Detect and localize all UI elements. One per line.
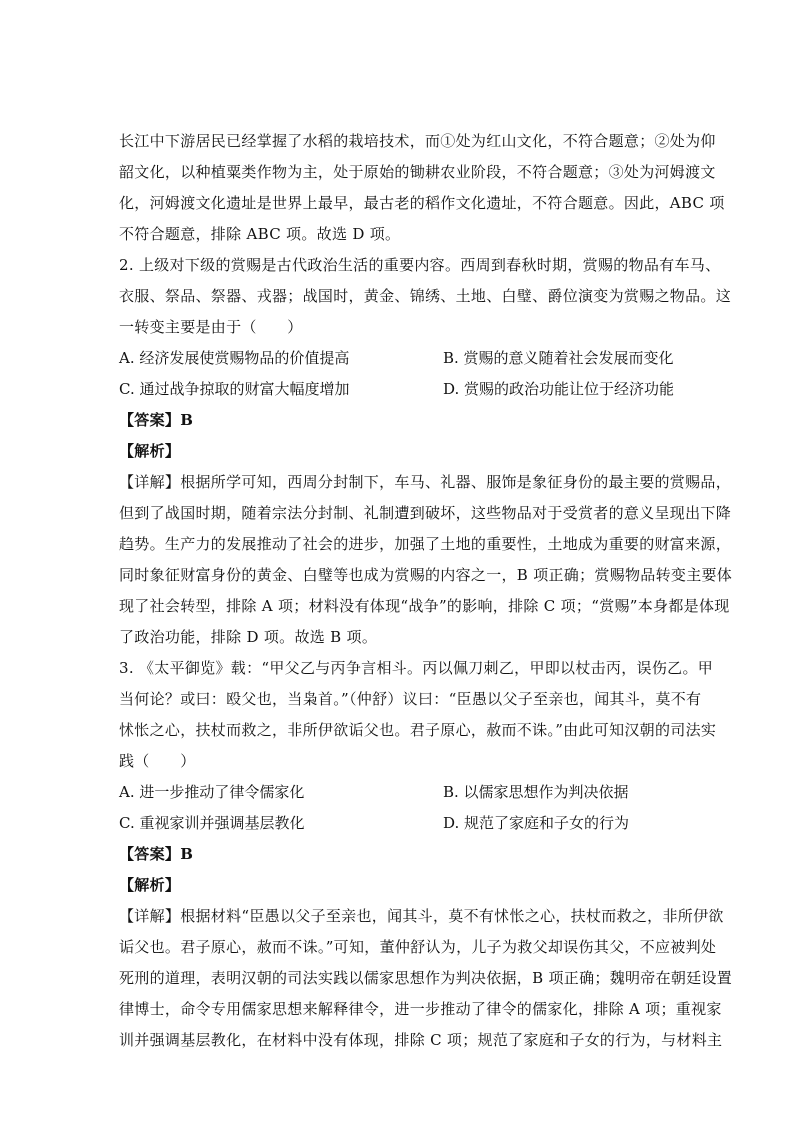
q3-stem-line: 当何论？或曰：殴父也，当枭首。”（仲舒）议曰：“臣愚以父子至亲也，闻其斗，莫不有 — [119, 690, 702, 708]
q2-detail-line: 现了社会转型，排除 A 项；材料没有体现“战争”的影响，排除 C 项；“赏赐”本身都是体现 — [119, 597, 730, 615]
q2-detail-line: 趋势。生产力的发展推动了社会的进步，加强了土地的重要性，土地成为重要的财富来源， — [119, 535, 732, 553]
q2-option-d: D. 赏赐的政治功能让位于经济功能 — [443, 380, 675, 398]
intro-line: 长江中下游居民已经掌握了水稻的栽培技术，而①处为红山文化，不符合题意；②处为仰 — [119, 132, 716, 150]
intro-line: 化，河姆渡文化遗址是世界上最早，最古老的稻作文化遗址，不符合题意。因此，ABC 项 — [119, 194, 725, 212]
q2-option-c: C. 通过战争掠取的财富大幅度增加 — [119, 380, 350, 398]
q3-detail-line: 律博士，命令专用儒家思想来解释律令，进一步推动了律令的儒家化，排除 A 项；重视家 — [119, 1000, 722, 1018]
q3-stem-line: 怵怅之心，扶杖而救之，非所伊欲诟父也。君子原心，赦而不诛。”由此可知汉朝的司法实 — [119, 721, 717, 739]
q2-option-a: A. 经济发展使赏赐物品的价值提高 — [119, 349, 350, 367]
q3-stem-line: 3. 《太平御览》载：“甲父乙与丙争言相斗。丙以佩刀刺乙，甲即以杖击丙，误伤乙。甲 — [119, 659, 714, 677]
q2-detail-line: 但到了战国时期，随着宗法分封制、礼制遭到破坏，这些物品对于受赏者的意义呈现出下降 — [119, 504, 732, 522]
q3-detail-line: 训并强调基层教化，在材料中没有体现，排除 C 项；规范了家庭和子女的行为，与材料主 — [119, 1031, 723, 1049]
q2-analysis-heading: 【解析】 — [119, 442, 181, 460]
q2-stem-line: 衣服、祭品、祭器、戎器；战国时，黄金、锦绣、土地、白璧、爵位演变为赏赐之物品。这 — [119, 287, 732, 305]
q3-option-d: D. 规范了家庭和子女的行为 — [443, 814, 630, 832]
q2-answer: 【答案】B — [119, 411, 194, 429]
intro-line: 不符合题意，排除 ABC 项。故选 D 项。 — [119, 225, 401, 243]
q3-detail-line: 诟父也。君子原心，赦而不诛。”可知，董仲舒认为，儿子为救父却误伤其父，不应被判处 — [119, 938, 717, 956]
q2-option-b: B. 赏赐的意义随着社会发展而变化 — [443, 349, 674, 367]
q2-detail-line: 同时象征财富身份的黄金、白璧等也成为赏赐的内容之一，B 项正确；赏赐物品转变主要体 — [119, 566, 733, 584]
intro-line: 韶文化，以种植粟类作物为主，处于原始的锄耕农业阶段，不符合题意；③处为河姆渡文 — [119, 163, 716, 181]
q2-detail-line: 了政治功能，排除 D 项。故选 B 项。 — [119, 628, 378, 646]
q3-analysis-heading: 【解析】 — [119, 876, 181, 894]
q3-detail-line: 【详解】根据材料“臣愚以父子至亲也，闻其斗，莫不有怵怅之心，扶杖而救之，非所伊欲 — [119, 907, 724, 925]
q3-option-c: C. 重视家训并强调基层教化 — [119, 814, 305, 832]
q2-stem-line: 一转变主要是由于（ ） — [119, 318, 303, 336]
q2-detail-line: 【详解】根据所学可知，西周分封制下，车马、礼器、服饰是象征身份的最主要的赏赐品， — [119, 473, 732, 491]
q2-stem-line: 2. 上级对下级的赏赐是古代政治生活的重要内容。西周到春秋时期，赏赐的物品有车马、 — [119, 256, 721, 274]
q3-option-a: A. 进一步推动了律令儒家化 — [119, 783, 305, 801]
q3-option-b: B. 以儒家思想作为判决依据 — [443, 783, 629, 801]
q3-detail-line: 死刑的道理，表明汉朝的司法实践以儒家思想作为判决依据，B 项正确；魏明帝在朝廷设置 — [119, 969, 733, 987]
q3-stem-line: 践（ ） — [119, 752, 196, 770]
q3-answer: 【答案】B — [119, 845, 194, 863]
